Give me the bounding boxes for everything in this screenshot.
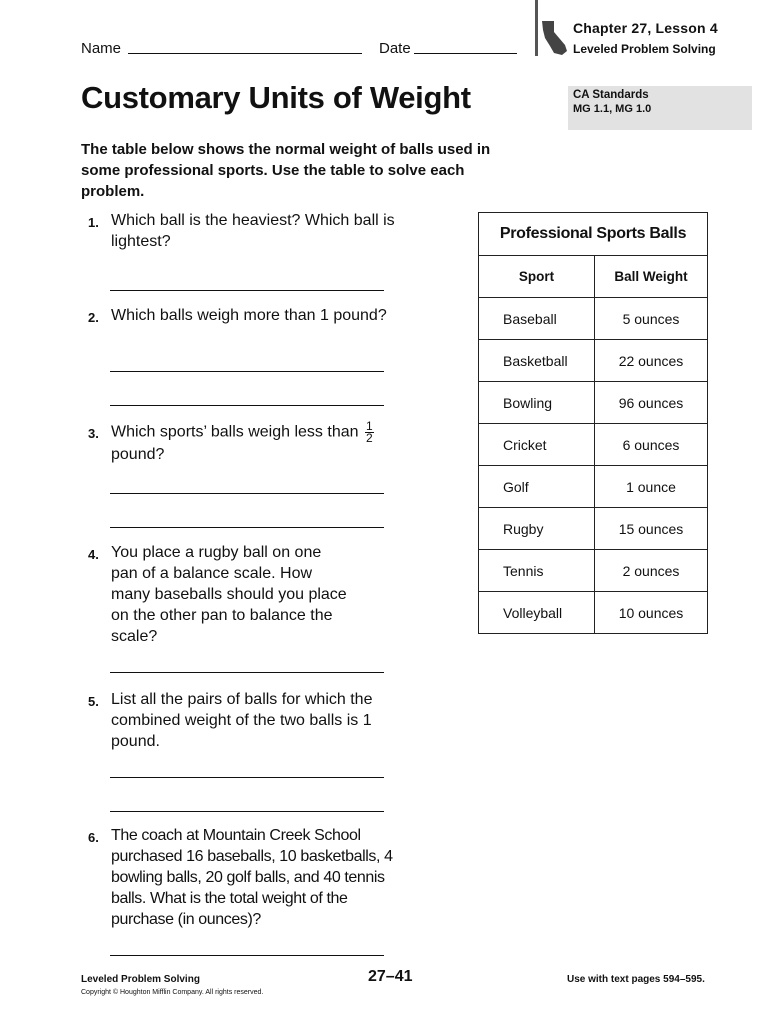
column-header-ball-weight: Ball Weight: [595, 256, 708, 298]
table-row: [479, 550, 708, 592]
answer-line-3a[interactable]: [110, 493, 384, 494]
standards-box: [568, 86, 752, 130]
weight-cell: 2 ounces: [595, 550, 708, 592]
question-text-part: Which sports’ balls weigh less than: [111, 423, 359, 441]
question-number: 6.: [88, 830, 99, 845]
weight-cell: 22 ounces: [595, 340, 708, 382]
question-number: 3.: [88, 426, 99, 441]
date-line[interactable]: [414, 53, 517, 54]
table-row: [479, 340, 708, 382]
answer-line-2b[interactable]: [110, 405, 384, 406]
sports-balls-table: [478, 212, 708, 634]
footer-left: Leveled Problem Solving: [81, 974, 200, 985]
question-text: The coach at Mountain Creek School purchased 16 baseballs, 10 basketballs, 4 bowling balls, 20 golf balls, and 40 tennis balls. What is the total weight of the purchase (in ounces)?: [111, 827, 393, 928]
answer-line-2a[interactable]: [110, 371, 384, 372]
weight-cell: 5 ounces: [595, 298, 708, 340]
standards-heading: CA Standards: [573, 89, 649, 101]
fraction-denominator: 2: [365, 431, 373, 445]
question-text: Which ball is the heaviest? Which ball is lightest?: [111, 212, 395, 250]
sport-cell: Basketball: [479, 340, 595, 382]
sport-cell: Tennis: [479, 550, 595, 592]
sport-cell: Rugby: [479, 508, 595, 550]
name-line[interactable]: [128, 53, 362, 54]
weight-cell: 1 ounce: [595, 466, 708, 508]
page-title: Customary Units of Weight: [81, 80, 471, 115]
weight-cell: 10 ounces: [595, 592, 708, 634]
sport-cell: Bowling: [479, 382, 595, 424]
sport-cell: Golf: [479, 466, 595, 508]
table-row: [479, 382, 708, 424]
answer-line-5b[interactable]: [110, 811, 384, 812]
fraction-numerator: 1: [365, 419, 373, 433]
question-number: 1.: [88, 215, 99, 230]
table-row: [479, 592, 708, 634]
page-number: 27–41: [368, 968, 413, 985]
question-number: 2.: [88, 310, 99, 325]
header-subtitle: Leveled Problem Solving: [573, 42, 716, 56]
weight-cell: 6 ounces: [595, 424, 708, 466]
table-row: [479, 424, 708, 466]
answer-line-6[interactable]: [110, 955, 384, 956]
answer-line-3b[interactable]: [110, 527, 384, 528]
sport-cell: Baseball: [479, 298, 595, 340]
intro-text: The table below shows the normal weight of balls used in some professional sports. Use the table to solve each problem.: [81, 141, 491, 200]
standards-codes: MG 1.1, MG 1.0: [573, 103, 652, 115]
question-text: [111, 421, 401, 465]
copyright: Copyright © Houghton Mifflin Company. All rights reserved.: [81, 989, 264, 996]
question-text: You place a rugby ball on one pan of a balance scale. How many baseballs should you place on the other pan to balance the scale?: [111, 544, 347, 645]
weight-cell: 96 ounces: [595, 382, 708, 424]
date-label: Date: [379, 40, 411, 57]
table-caption: Professional Sports Balls: [479, 213, 708, 256]
chapter-label: Chapter 27, Lesson 4: [573, 20, 718, 36]
answer-line-5a[interactable]: [110, 777, 384, 778]
header-divider: [535, 0, 538, 56]
question-number: 4.: [88, 547, 99, 562]
question-number: 5.: [88, 694, 99, 709]
sport-cell: Cricket: [479, 424, 595, 466]
fraction-one-half: [365, 421, 374, 444]
answer-line-4[interactable]: [110, 672, 384, 673]
answer-line-1[interactable]: [110, 290, 384, 291]
sport-cell: Volleyball: [479, 592, 595, 634]
weight-cell: 15 ounces: [595, 508, 708, 550]
table-row: [479, 298, 708, 340]
table-row: [479, 508, 708, 550]
footer-right: Use with text pages 594–595.: [567, 974, 705, 985]
question-text: List all the pairs of balls for which the combined weight of the two balls is 1 pound.: [111, 691, 373, 750]
question-text-part: pound?: [111, 446, 165, 463]
name-label: Name: [81, 40, 122, 57]
question-text: Which balls weigh more than 1 pound?: [111, 307, 387, 324]
california-map-icon: [540, 20, 570, 56]
column-header-sport: Sport: [479, 256, 595, 298]
table-row: [479, 466, 708, 508]
